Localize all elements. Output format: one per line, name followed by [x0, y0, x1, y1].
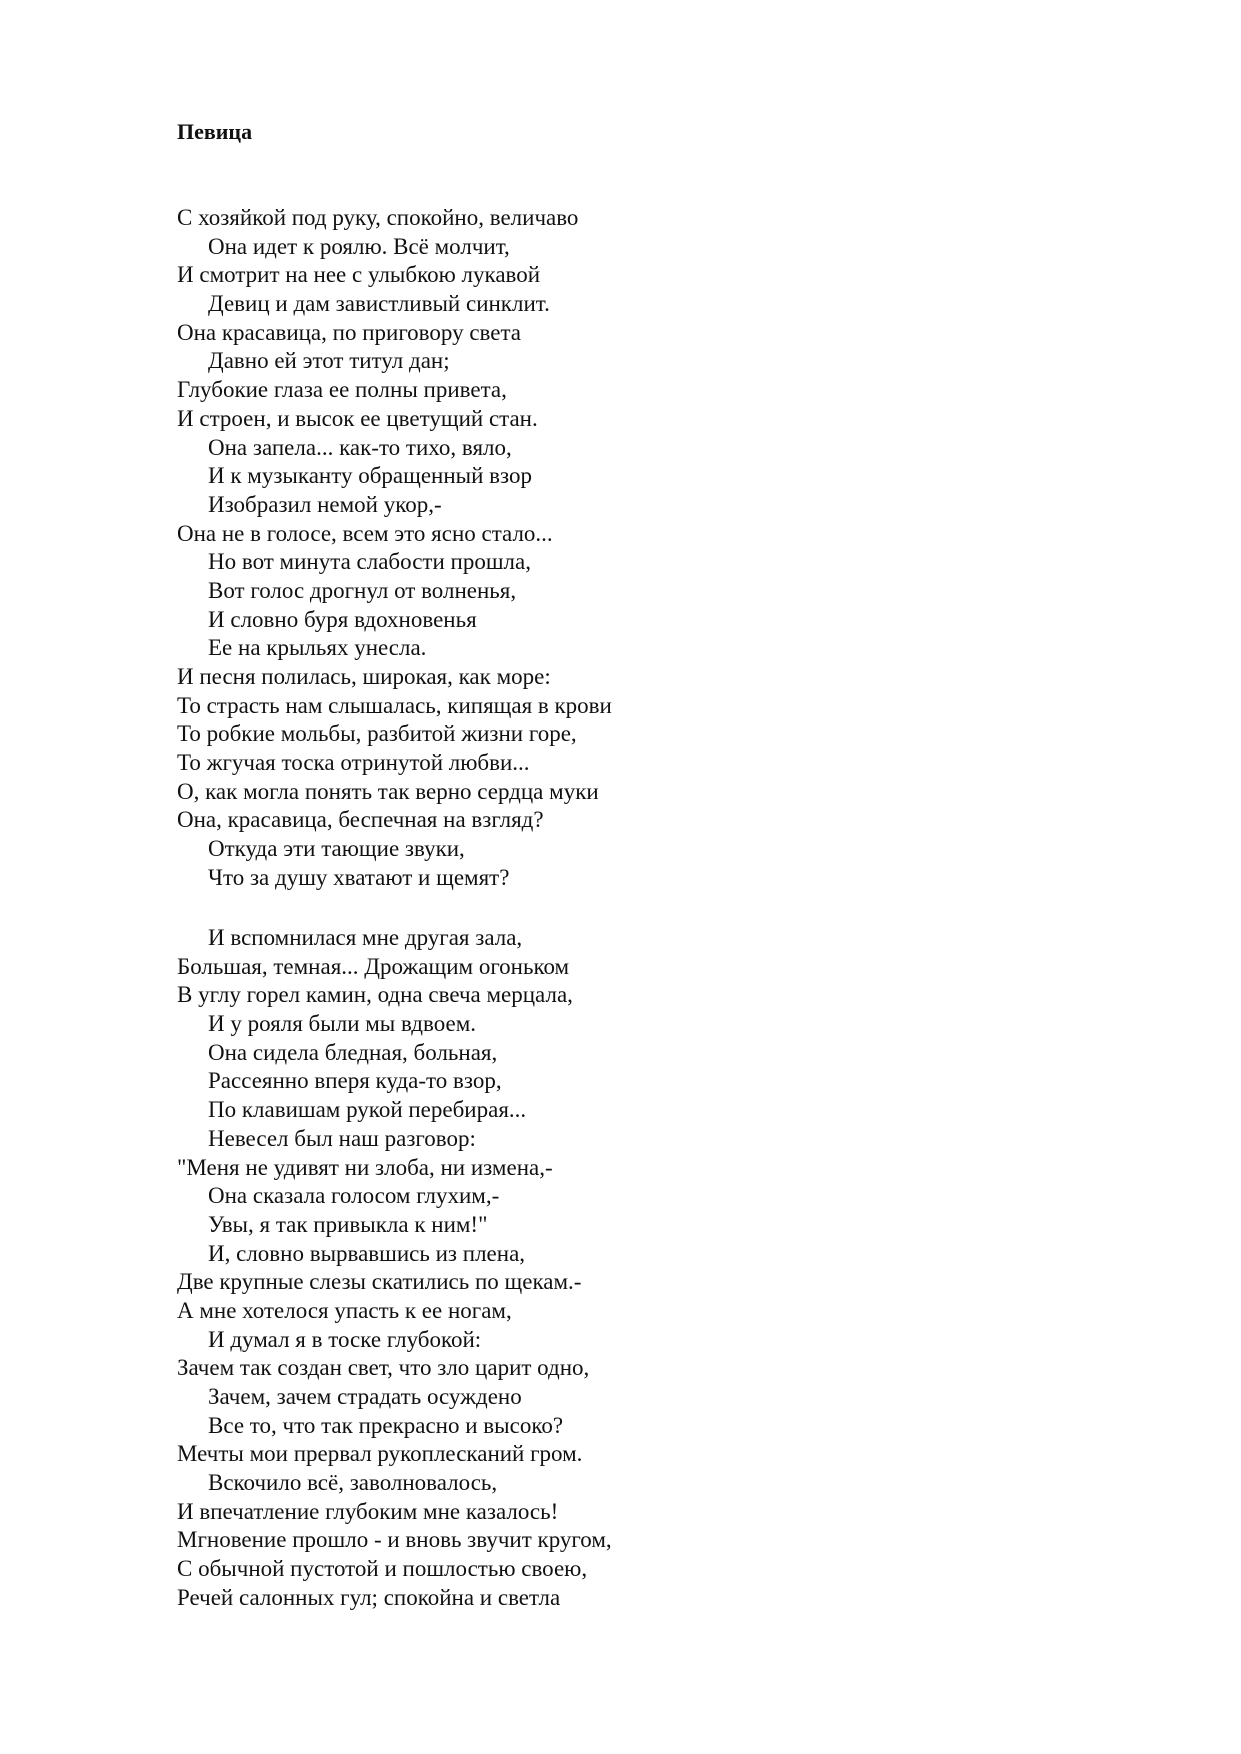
poem-line: И, словно вырвавшись из плена, [208, 1240, 526, 1266]
poem-title: Певица [177, 119, 253, 144]
poem-line: Она красавица, по приговору света [177, 319, 522, 345]
poem-line: Рассеянно вперя куда-то взор, [208, 1068, 502, 1094]
poem-line: Зачем, зачем страдать осуждено [208, 1384, 522, 1409]
poem-line: Она, красавица, беспечная на взгляд? [177, 807, 544, 833]
poem-line: Она идет к роялю. Всё молчит, [208, 233, 510, 259]
poem-line: Глубокие глаза ее полны привета, [177, 377, 507, 403]
poem-line: Мгновение прошло - и вновь звучит кругом, [177, 1527, 612, 1553]
poem-line: По клавишам рукой перебирая... [208, 1097, 527, 1123]
poem-line: И думал я в тоске глубокой: [208, 1326, 482, 1352]
poem-line: Вскочило всё, заволновалось, [208, 1470, 498, 1496]
poem-line: О, как могла понять так верно сердца муки [177, 778, 599, 804]
poem-line: И словно буря вдохновенья [208, 606, 477, 632]
poem-line: И строен, и высок ее цветущий стан. [177, 405, 538, 431]
poem-line: Зачем так создан свет, что зло царит одно, [177, 1355, 590, 1381]
poem-line: "Меня не удивят ни злоба, ни измена,- [177, 1154, 553, 1180]
poem-line: Изобразил немой укор,- [208, 491, 442, 517]
poem-line: Вот голос дрогнул от волненья, [208, 577, 517, 603]
poem-line: Откуда эти тающие звуки, [208, 836, 465, 862]
poem-line: Она запела... как-то тихо, вяло, [208, 434, 512, 460]
poem-line: Она сказала голосом глухим,- [208, 1183, 500, 1209]
poem-line: Девиц и дам завистливый синклит. [208, 291, 550, 317]
poem-line: И смотрит на нее с улыбкою лукавой [177, 262, 541, 288]
poem-line: С хозяйкой под руку, спокойно, величаво [177, 205, 579, 230]
poem-line: А мне хотелося упасть к ее ногам, [177, 1297, 512, 1323]
poem-line: Большая, темная... Дрожащим огоньком [177, 953, 570, 979]
poem-line: И впечатление глубоким мне казалось! [177, 1498, 559, 1524]
stanza-2 [177, 924, 612, 1613]
poem-line: Но вот минута слабости прошла, [208, 549, 531, 575]
poem-line: Мечты мои прервал рукоплесканий гром. [177, 1441, 583, 1467]
poem-line: В углу горел камин, одна свеча мерцала, [177, 982, 573, 1008]
poem-line: Она сидела бледная, больная, [208, 1039, 498, 1065]
poem-line: То страсть нам слышалась, кипящая в крови [177, 692, 612, 718]
poem-line: Все то, что так прекрасно и высоко? [208, 1412, 564, 1438]
poem-line: Речей салонных гул; спокойна и светла [177, 1584, 561, 1610]
poem-line: И у рояля были мы вдвоем. [208, 1011, 476, 1037]
poem-line: Давно ей этот титул дан; [208, 348, 450, 374]
poem-line: То жгучая тоска отринутой любви... [177, 750, 530, 776]
poem-line: Ее на крыльях унесла. [208, 635, 427, 661]
poem-line: Увы, я так привыкла к ним!" [208, 1211, 488, 1237]
poem-line: И вспомнилася мне другая зала, [208, 925, 523, 950]
stanza-1 [177, 204, 612, 893]
poem-line: То робкие мольбы, разбитой жизни горе, [177, 721, 577, 747]
poem-line: С обычной пустотой и пошлостью своею, [177, 1556, 588, 1582]
poem-line: Невесел был наш разговор: [208, 1125, 476, 1151]
poem-line: И к музыканту обращенный взор [208, 463, 532, 489]
poem-line: Две крупные слезы скатились по щекам.- [177, 1269, 582, 1295]
poem-line: И песня полилась, широкая, как море: [177, 664, 551, 689]
poem-line: Что за душу хватают и щемят? [208, 864, 510, 890]
poem-line: Она не в голосе, всем это ясно стало... [177, 520, 553, 546]
